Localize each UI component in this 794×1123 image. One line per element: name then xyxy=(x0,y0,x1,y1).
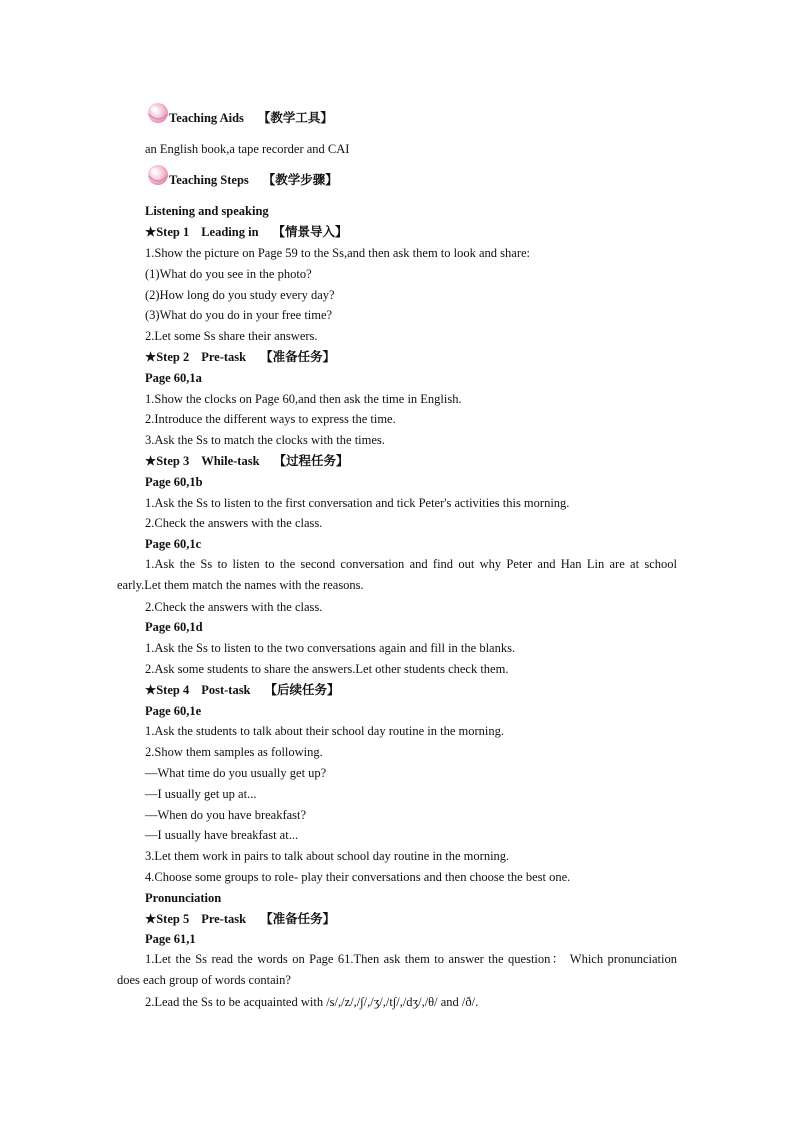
dialogue-line: —When do you have breakfast? xyxy=(145,808,307,822)
heading-label: Teaching Steps 【教学步骤】 xyxy=(169,173,338,187)
flower-bullet-icon xyxy=(145,100,171,126)
page-reference: Page 60,1d xyxy=(145,620,203,634)
list-item: 1.Ask the students to talk about their school day routine in the morning. xyxy=(145,724,504,738)
list-item: 3.Let them work in pairs to talk about school day routine in the morning. xyxy=(145,849,510,863)
page-reference: Page 60,1e xyxy=(145,704,202,718)
flower-bullet-icon xyxy=(145,162,171,188)
paragraph: 1.Ask the Ss to listen to the second conversation and find out why Peter and Han Lin are at school early.Let them match the names with the reasons. xyxy=(117,557,677,592)
step-1-heading: ★Step 1 Leading in 【情景导入】 xyxy=(145,225,348,239)
step-5-heading: ★Step 5 Pre-task 【准备任务】 xyxy=(145,912,336,926)
page-reference: Page 60,1b xyxy=(145,475,203,489)
page-reference: Page 60,1a xyxy=(145,371,202,385)
list-item: 3.Ask the Ss to match the clocks with the times. xyxy=(145,433,385,447)
list-item: 2.Introduce the different ways to express the time. xyxy=(145,412,396,426)
page-reference: Page 61,1 xyxy=(145,932,196,946)
list-item: 1.Ask the Ss to listen to the first conversation and tick Peter's activities this morning. xyxy=(145,496,570,510)
paragraph: 1.Let the Ss read the words on Page 61.Then ask them to answer the question： Which pronunciation does each group of words contain? xyxy=(117,952,677,987)
step-3-heading: ★Step 3 While-task 【过程任务】 xyxy=(145,454,349,468)
list-item: (2)How long do you study every day? xyxy=(145,288,335,302)
list-item: 2.Check the answers with the class. xyxy=(145,600,323,614)
list-item: 2.Show them samples as following. xyxy=(145,745,323,759)
section-title-pronunciation: Pronunciation xyxy=(145,891,222,905)
list-item: 2.Ask some students to share the answers.Let other students check them. xyxy=(145,662,509,676)
list-item: (3)What do you do in your free time? xyxy=(145,308,333,322)
list-item: 1.Show the picture on Page 59 to the Ss,and then ask them to look and share: xyxy=(145,246,531,260)
teaching-aids-content: an English book,a tape recorder and CAI xyxy=(145,142,350,156)
list-item: 2.Lead the Ss to be acquainted with /s/,/z/,/∫/,/ʒ/,/t∫/,/dʒ/,/θ/ and /ð/. xyxy=(145,995,479,1009)
section-title-listening: Listening and speaking xyxy=(145,204,269,218)
page-reference: Page 60,1c xyxy=(145,537,202,551)
dialogue-line: —I usually get up at... xyxy=(145,787,257,801)
heading-label: Teaching Aids 【教学工具】 xyxy=(169,111,333,125)
list-item: 4.Choose some groups to role- play their conversations and then choose the best one. xyxy=(145,870,571,884)
dialogue-line: —I usually have breakfast at... xyxy=(145,828,299,842)
list-item: 2.Check the answers with the class. xyxy=(145,516,323,530)
list-item: 1.Show the clocks on Page 60,and then ask the time in English. xyxy=(145,392,462,406)
list-item: 1.Ask the Ss to listen to the two conversations again and fill in the blanks. xyxy=(145,641,516,655)
dialogue-line: —What time do you usually get up? xyxy=(145,766,327,780)
list-item: 2.Let some Ss share their answers. xyxy=(145,329,318,343)
list-item: (1)What do you see in the photo? xyxy=(145,267,312,281)
step-4-heading: ★Step 4 Post-task 【后续任务】 xyxy=(145,683,340,697)
step-2-heading: ★Step 2 Pre-task 【准备任务】 xyxy=(145,350,336,364)
